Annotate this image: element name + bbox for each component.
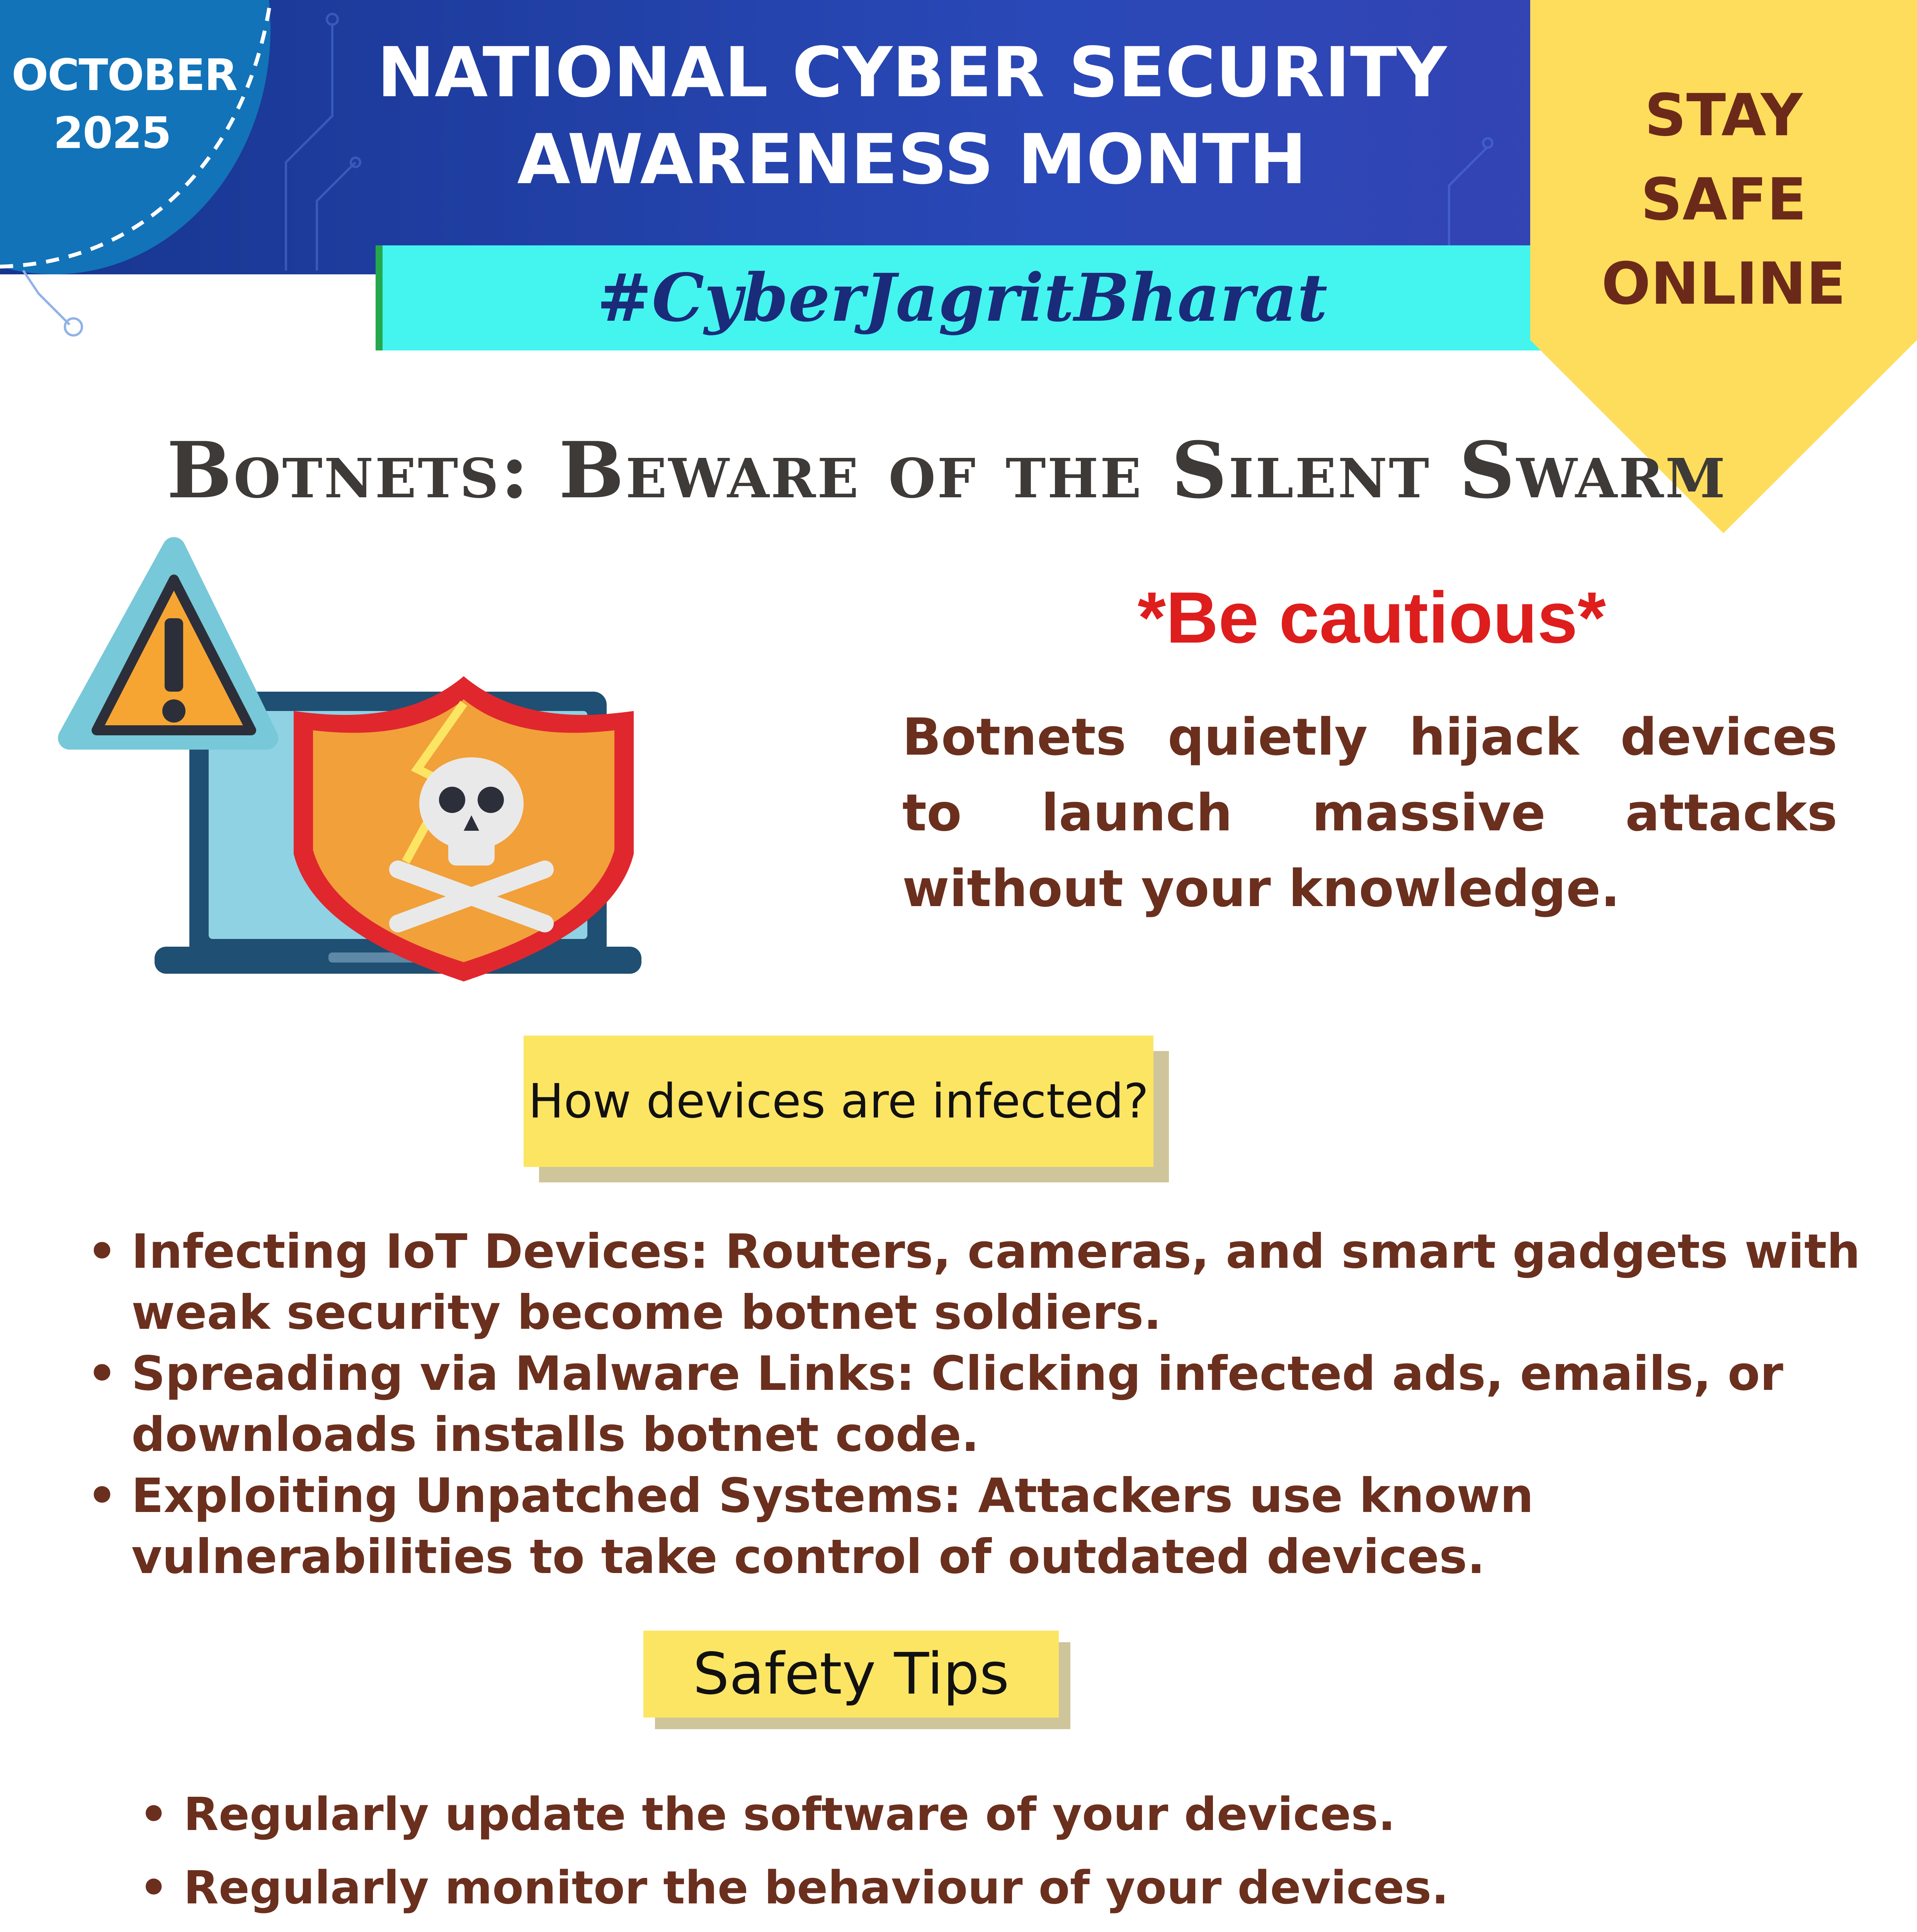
infection-list bbox=[87, 1221, 1864, 1587]
safety-tips-list bbox=[139, 1777, 1878, 1932]
date-year: 2025 bbox=[53, 108, 171, 158]
intro-paragraph: Botnets quietly hijack devices to launch massive attacks without your knowledge. bbox=[902, 707, 1837, 918]
list-item: • Spreading via Malware Links: Clicking infected ads, emails, or downloads installs botnet code. bbox=[87, 1343, 1864, 1465]
list-item: • Infecting IoT Devices: Routers, cameras, and smart gadgets with weak security become botnet soldiers. bbox=[87, 1221, 1864, 1343]
list-item bbox=[139, 1924, 1878, 1932]
list-item: • Regularly monitor the behaviour of your devices. bbox=[139, 1851, 1878, 1924]
page-title bbox=[294, 29, 1530, 203]
list-item: • Regularly update the software of your devices. bbox=[139, 1777, 1878, 1851]
stay-safe-text bbox=[1530, 73, 1917, 326]
article-headline: Botnets: Beware of the Silent Swarm bbox=[167, 425, 1727, 516]
hashtag-text: #CyberJagritBharat bbox=[597, 259, 1328, 337]
date-label bbox=[12, 46, 237, 162]
stay-safe-line2: SAFE bbox=[1640, 166, 1807, 233]
page-title-line2: AWARENESS MONTH bbox=[517, 119, 1307, 199]
safety-tips-heading: Safety Tips bbox=[643, 1631, 1059, 1718]
laptop-warning-illustration bbox=[58, 537, 715, 989]
stay-safe-line1: STAY bbox=[1644, 82, 1803, 149]
warning-icon bbox=[70, 549, 267, 738]
caution-heading: *Be cautious* bbox=[1138, 577, 1606, 658]
date-month: OCTOBER bbox=[12, 50, 237, 100]
infected-heading: How devices are infected? bbox=[524, 1036, 1153, 1167]
page-title-line1: NATIONAL CYBER SECURITY bbox=[377, 32, 1447, 112]
stay-safe-line3: ONLINE bbox=[1601, 250, 1846, 318]
list-item: • Exploiting Unpatched Systems: Attackers use known vulnerabilities to take control of outdated devices. bbox=[87, 1465, 1864, 1587]
